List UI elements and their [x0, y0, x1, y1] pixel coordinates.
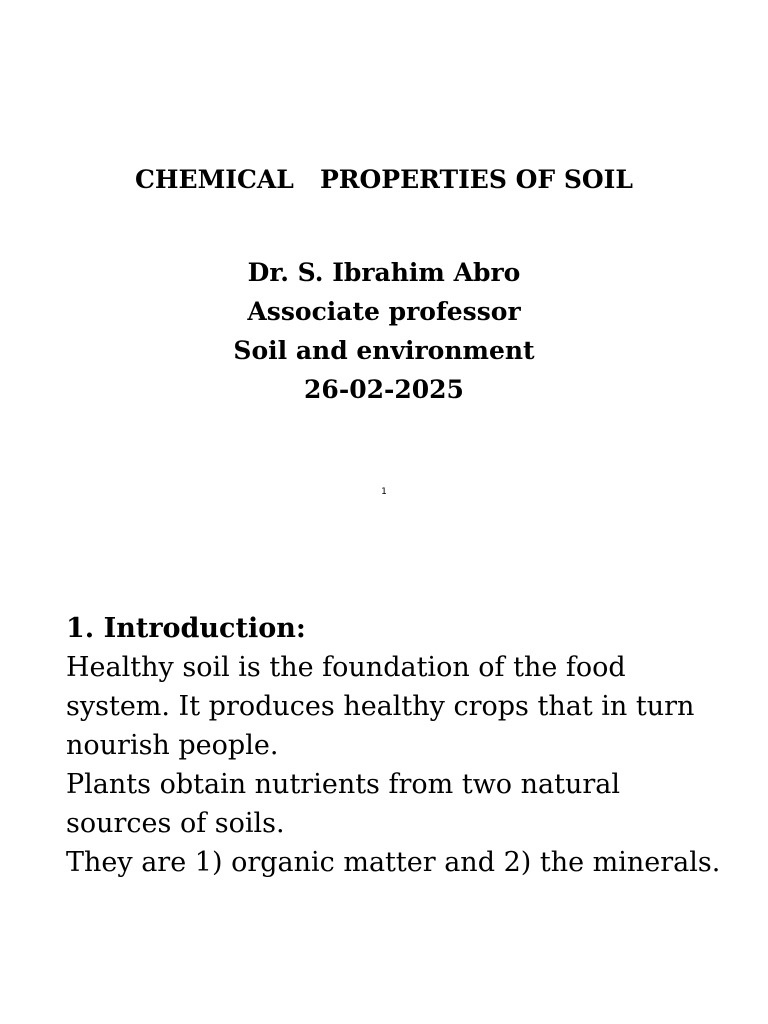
- author-name: Dr. S. Ibrahim Abro: [247, 258, 521, 287]
- section-heading: 1. Introduction:: [66, 613, 306, 644]
- author-position: Associate professor: [247, 297, 521, 326]
- paragraph: Healthy soil is the foundation of the food system. It produces healthy crops that in turn nourish people.: [66, 652, 695, 761]
- author-block: [0, 253, 768, 409]
- document-title: CHEMICAL PROPERTIES OF SOIL: [135, 165, 633, 194]
- paragraph: Plants obtain nutrients from two natural sources of soils.: [66, 769, 621, 839]
- introduction-section: [66, 610, 726, 882]
- page-number: 1: [381, 487, 387, 497]
- document-date: 26-02-2025: [304, 375, 464, 404]
- paragraph: They are 1) organic matter and 2) the minerals.: [66, 847, 721, 878]
- author-department: Soil and environment: [233, 336, 535, 365]
